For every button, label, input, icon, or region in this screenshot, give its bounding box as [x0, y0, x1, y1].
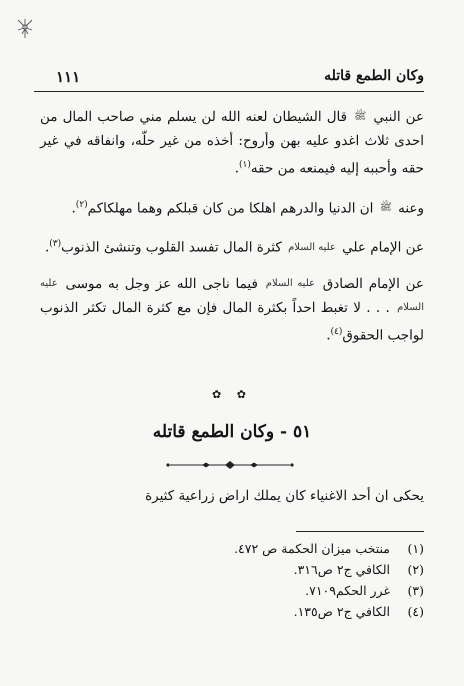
honorific-icon: ﷺ	[379, 202, 392, 213]
paragraph-4: عن الإمام الصادق عليه السلام فيما ناجى الله عز وجل به موسى عليه السلام . . . لا تغبط احداً بكثرة المال فإن مع كثرة المال تكثر الذنوب لواجب الحقوق$^{(٤)}$.	[40, 275, 424, 343]
footnote-ref: (٢)	[75, 199, 88, 210]
running-header	[34, 68, 424, 92]
section-title: ٥١ - وكان الطمع قاتله	[152, 422, 312, 442]
body-text	[40, 105, 424, 347]
footnote-ref: (١)	[239, 160, 251, 170]
paragraph-1: عن النبي ﷺ قال الشيطان لعنه الله لن يسلم مني صاحب المال من احدى ثلاث اغدو عليه بهن وأروح: أخذه من غير حلّه، وانفاقه في غير حقه وأحببه إليه فيمنعه من حقه$^{(١)}$.	[40, 109, 424, 177]
paragraph-2: وعنه ﷺ ان الدنيا والدرهم اهلكا من كان قبلكم وهما مهلكاكم$^{(٢)}$.	[71, 199, 424, 216]
corner-ornament-icon	[14, 16, 36, 42]
honorific-icon: عليه السلام	[288, 241, 336, 253]
footnote-ref: (٤)	[330, 326, 343, 337]
header-title: وكان الطمع قاتله	[324, 68, 424, 84]
paragraph-3: عن الإمام علي عليه السلام كثرة المال تفسد القلوب وتنشئ الذنوب$^{(٣)}$.	[44, 239, 424, 256]
footnote-rule	[296, 531, 424, 532]
footnote-item: (٢)الكافي ج٢ ص٣١٦.	[293, 562, 424, 577]
footnotes-list	[60, 538, 424, 622]
ornament-divider-icon	[166, 460, 294, 470]
section-divider-stars-icon: ✿ ✿	[212, 388, 252, 401]
page-number: ١١١	[56, 68, 81, 86]
footnote-item: (١)منتخب ميزان الحكمة ص ٤٧٢.	[234, 541, 424, 556]
intro-line: يحكى ان أحد الاغنياء كان يملك اراض زراعية كثيرة	[145, 488, 424, 504]
header-rule	[34, 91, 424, 92]
honorific-icon: عليه السلام	[40, 277, 424, 313]
honorific-icon: ﷺ	[354, 111, 367, 122]
footnote-item: (٣)غرر الحكم٧١٠٩.	[305, 583, 424, 598]
footnote-ref: (٣)	[49, 239, 62, 249]
footnote-item: (٤)الكافي ج٢ ص١٣٥.	[293, 604, 424, 619]
honorific-icon: عليه السلام	[265, 277, 315, 289]
